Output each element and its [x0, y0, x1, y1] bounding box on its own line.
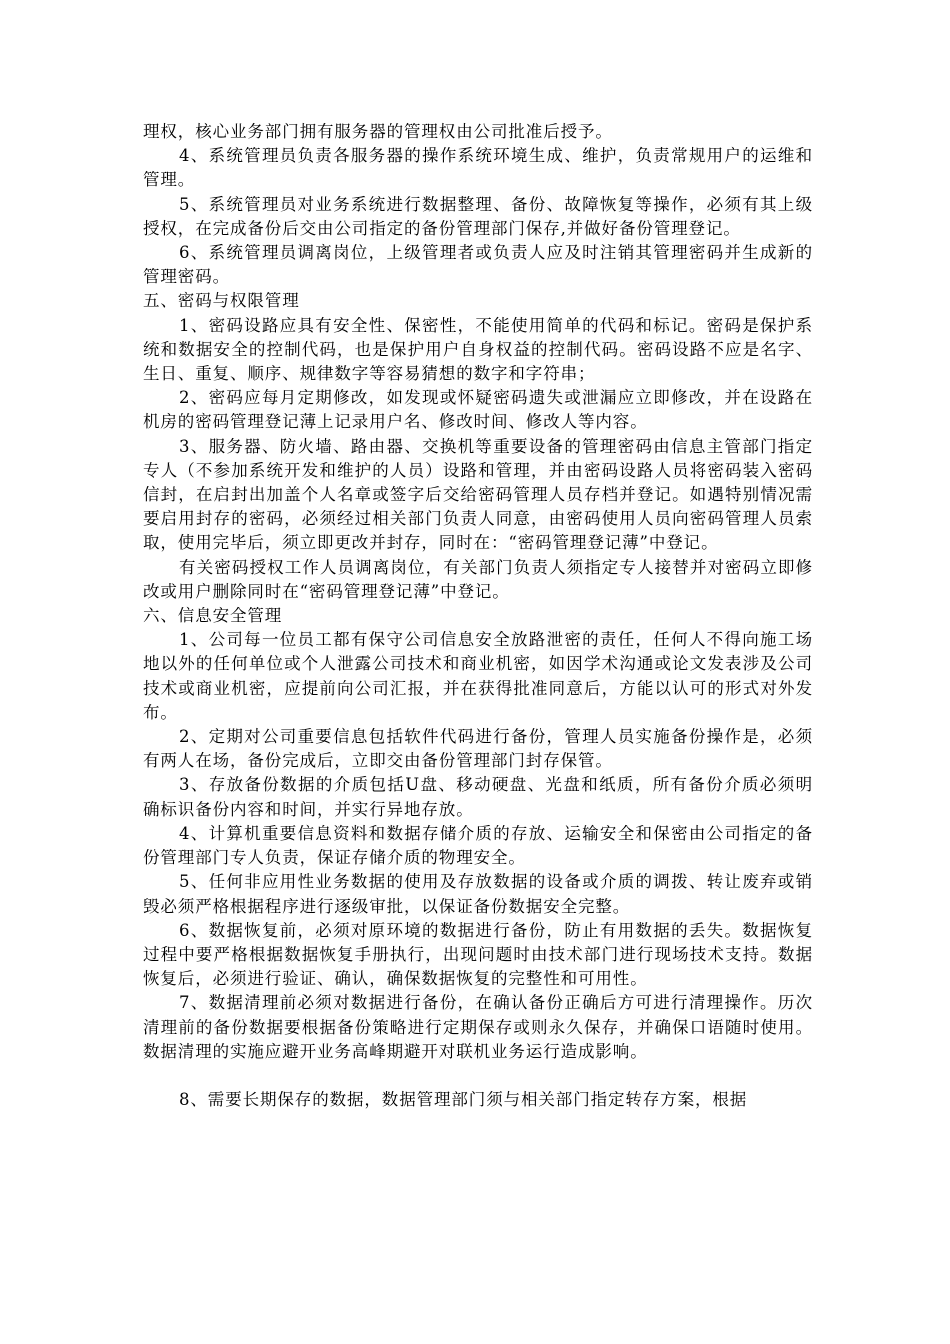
paragraph-continuation: 理权，核心业务部门拥有服务器的管理权由公司批准后授予。 [143, 122, 613, 141]
paragraph-infosec-7: 7、数据清理前必须对数据进行备份，在确认备份正确后方可进行清理操作。历次清理前的备份数据要根据备份策略进行定期保存或则永久保存，并确保口语随时使用。数据清理的实施应避开业务高峰期避开对联机业务运行造成影响。 [143, 993, 813, 1061]
paragraph-password-3: 3、服务器、防火墙、路由器、交换机等重要设备的管理密码由信息主管部门指定专人（不参加系统开发和维护的人员）设路和管理，并由密码设路人员将密码装入密码信封，在启封出加盖个人名章或签字后交给密码管理人员存档并登记。如遇特别情况需要启用封存的密码，必须经过相关部门负责人同意，由密码使用人员向密码管理人员索取，使用完毕后，须立即更改并封存，同时在：“密码管理登记薄”中登记。 [143, 436, 813, 553]
paragraph-infosec-8: 8、需要长期保存的数据，数据管理部门须与相关部门指定转存方案，根据 [179, 1089, 748, 1109]
paragraph-item-4: 4、系统管理员负责各服务器的操作系统环境生成、维护，负责常规用户的运维和管理。 [143, 146, 813, 190]
paragraph-item-6: 6、系统管理员调离岗位，上级管理者或负责人应及时注销其管理密码并生成新的管理密码。 [143, 243, 813, 287]
document-body [143, 120, 813, 1112]
section-heading-password: 五、密码与权限管理 [143, 291, 300, 311]
paragraph-password-2: 2、密码应每月定期修改，如发现或怀疑密码遗失或泄漏应立即修改，并在设路在机房的密码管理登记薄上记录用户名、修改时间、修改人等内容。 [143, 388, 813, 432]
paragraph-item-5: 5、系统管理员对业务系统进行数据整理、备份、故障恢复等操作，必须有其上级授权，在完成备份后交由公司指定的备份管理部门保存,并做好备份管理登记。 [143, 194, 813, 238]
paragraph-infosec-2: 2、定期对公司重要信息包括软件代码进行备份，管理人员实施备份操作是，必须有两人在场，备份完成后，立即交由备份管理部门封存保管。 [143, 727, 813, 771]
paragraph-infosec-6: 6、数据恢复前，必须对原环境的数据进行备份，防止有用数据的丢失。数据恢复过程中要严格根据数据恢复手册执行，出现问题时由技术部门进行现场技术支持。数据恢复后，必须进行验证、确认，确保数据恢复的完整性和可用性。 [143, 920, 813, 989]
paragraph-infosec-5: 5、任何非应用性业务数据的使用及存放数据的设备或介质的调拨、转让废弃或销毁必须严格根据程序进行逐级审批，以保证备份数据安全完整。 [143, 872, 813, 916]
paragraph-password-note: 有关密码授权工作人员调离岗位，有关部门负责人须指定专人接替并对密码立即修改或用户删除同时在“密码管理登记薄”中登记。 [143, 557, 813, 601]
section-heading-infosec: 六、信息安全管理 [143, 606, 283, 626]
paragraph-infosec-4: 4、计算机重要信息资料和数据存储介质的存放、运输安全和保密由公司指定的备份管理部门专人负责，保证存储介质的物理安全。 [143, 823, 813, 868]
paragraph-infosec-1: 1、公司每一位员工都有保守公司信息安全放路泄密的责任，任何人不得向施工场地以外的任何单位或个人泄露公司技术和商业机密，如因学术沟通或论文发表涉及公司技术或商业机密，应提前向公司汇报，并在获得批准同意后，方能以认可的形式对外发布。 [143, 630, 813, 722]
paragraph-password-1: 1、密码设路应具有安全性、保密性，不能使用简单的代码和标记。密码是保护系统和数据安全的控制代码，也是保护用户自身权益的控制代码。密码设路不应是名字、生日、重复、顺序、规律数字等容易猜想的数字和字符串； [143, 315, 813, 384]
blank-line [143, 1064, 813, 1088]
paragraph-infosec-3: 3、存放备份数据的介质包括U盘、移动硬盘、光盘和纸质，所有备份介质必须明确标识备份内容和时间，并实行异地存放。 [143, 775, 813, 819]
